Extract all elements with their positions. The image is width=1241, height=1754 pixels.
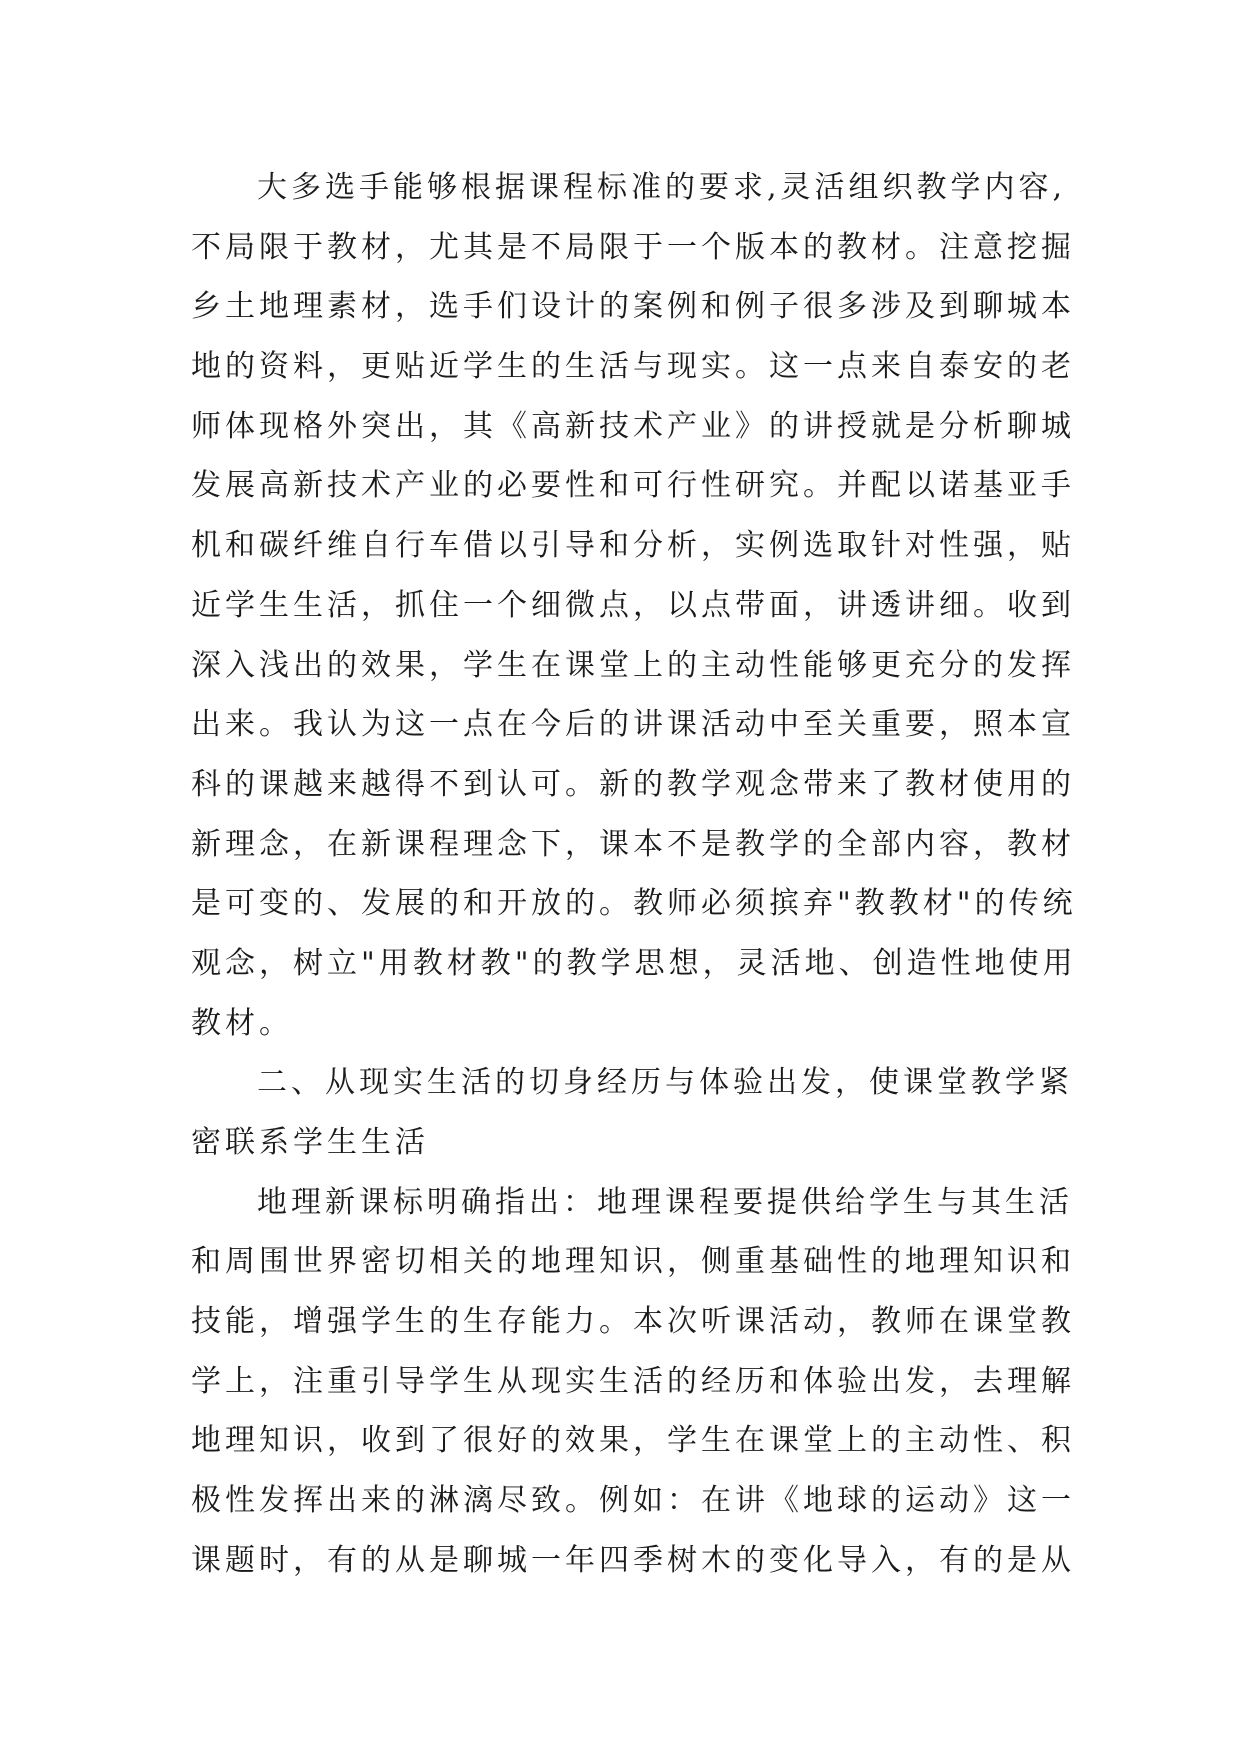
text-line: 大多选手能够根据课程标准的要求,灵活组织教学内容, (257, 170, 1067, 205)
text-line: 课题时，有的从是聊城一年四季树木的变化导入，有的是从 (191, 1542, 1075, 1578)
text-line: 不局限于教材，尤其是不局限于一个版本的教材。注意挖掘 (191, 229, 1075, 265)
text-line: 深入浅出的效果，学生在课堂上的主动性能够更充分的发挥 (191, 647, 1075, 683)
text-line: 教材。 (191, 1005, 293, 1041)
text-line: 近学生生活，抓住一个细微点，以点带面，讲透讲细。收到 (191, 587, 1075, 623)
section-heading-line: 密联系学生生活 (191, 1125, 429, 1160)
text-line: 学上，注重引导学生从现实生活的经历和体验出发，去理解 (191, 1363, 1075, 1399)
text-line: 技能，增强学生的生存能力。本次听课活动，教师在课堂教 (191, 1304, 1075, 1340)
text-line: 科的课越来越得不到认可。新的教学观念带来了教材使用的 (191, 766, 1075, 802)
body-text (191, 158, 1077, 1591)
text-line: 机和碳纤维自行车借以引导和分析，实例选取针对性强，贴 (191, 528, 1075, 564)
text-line: 是可变的、发展的和开放的。教师必须摈弃"教教材"的传统 (191, 886, 1077, 922)
text-line: 地的资料，更贴近学生的生活与现实。这一点来自泰安的老 (191, 349, 1075, 385)
text-line: 新理念，在新课程理念下，课本不是教学的全部内容，教材 (191, 826, 1075, 862)
section-heading-line: 二、从现实生活的切身经历与体验出发，使课堂教学紧 (257, 1065, 1073, 1101)
text-line: 出来。我认为这一点在今后的讲课活动中至关重要，照本宣 (191, 707, 1075, 743)
text-line: 地理新课标明确指出：地理课程要提供给学生与其生活 (257, 1184, 1073, 1220)
text-line: 乡土地理素材，选手们设计的案例和例子很多涉及到聊城本 (191, 289, 1075, 325)
text-line: 地理知识，收到了很好的效果，学生在课堂上的主动性、积 (191, 1423, 1075, 1459)
text-line: 和周围世界密切相关的地理知识，侧重基础性的地理知识和 (191, 1244, 1075, 1280)
text-line: 师体现格外突出，其《高新技术产业》的讲授就是分析聊城 (191, 408, 1075, 444)
text-line: 观念，树立"用教材教"的教学思想，灵活地、创造性地使用 (191, 945, 1077, 981)
text-line: 发展高新技术产业的必要性和可行性研究。并配以诺基亚手 (191, 468, 1075, 504)
text-line: 极性发挥出来的淋漓尽致。例如：在讲《地球的运动》这一 (191, 1483, 1075, 1519)
